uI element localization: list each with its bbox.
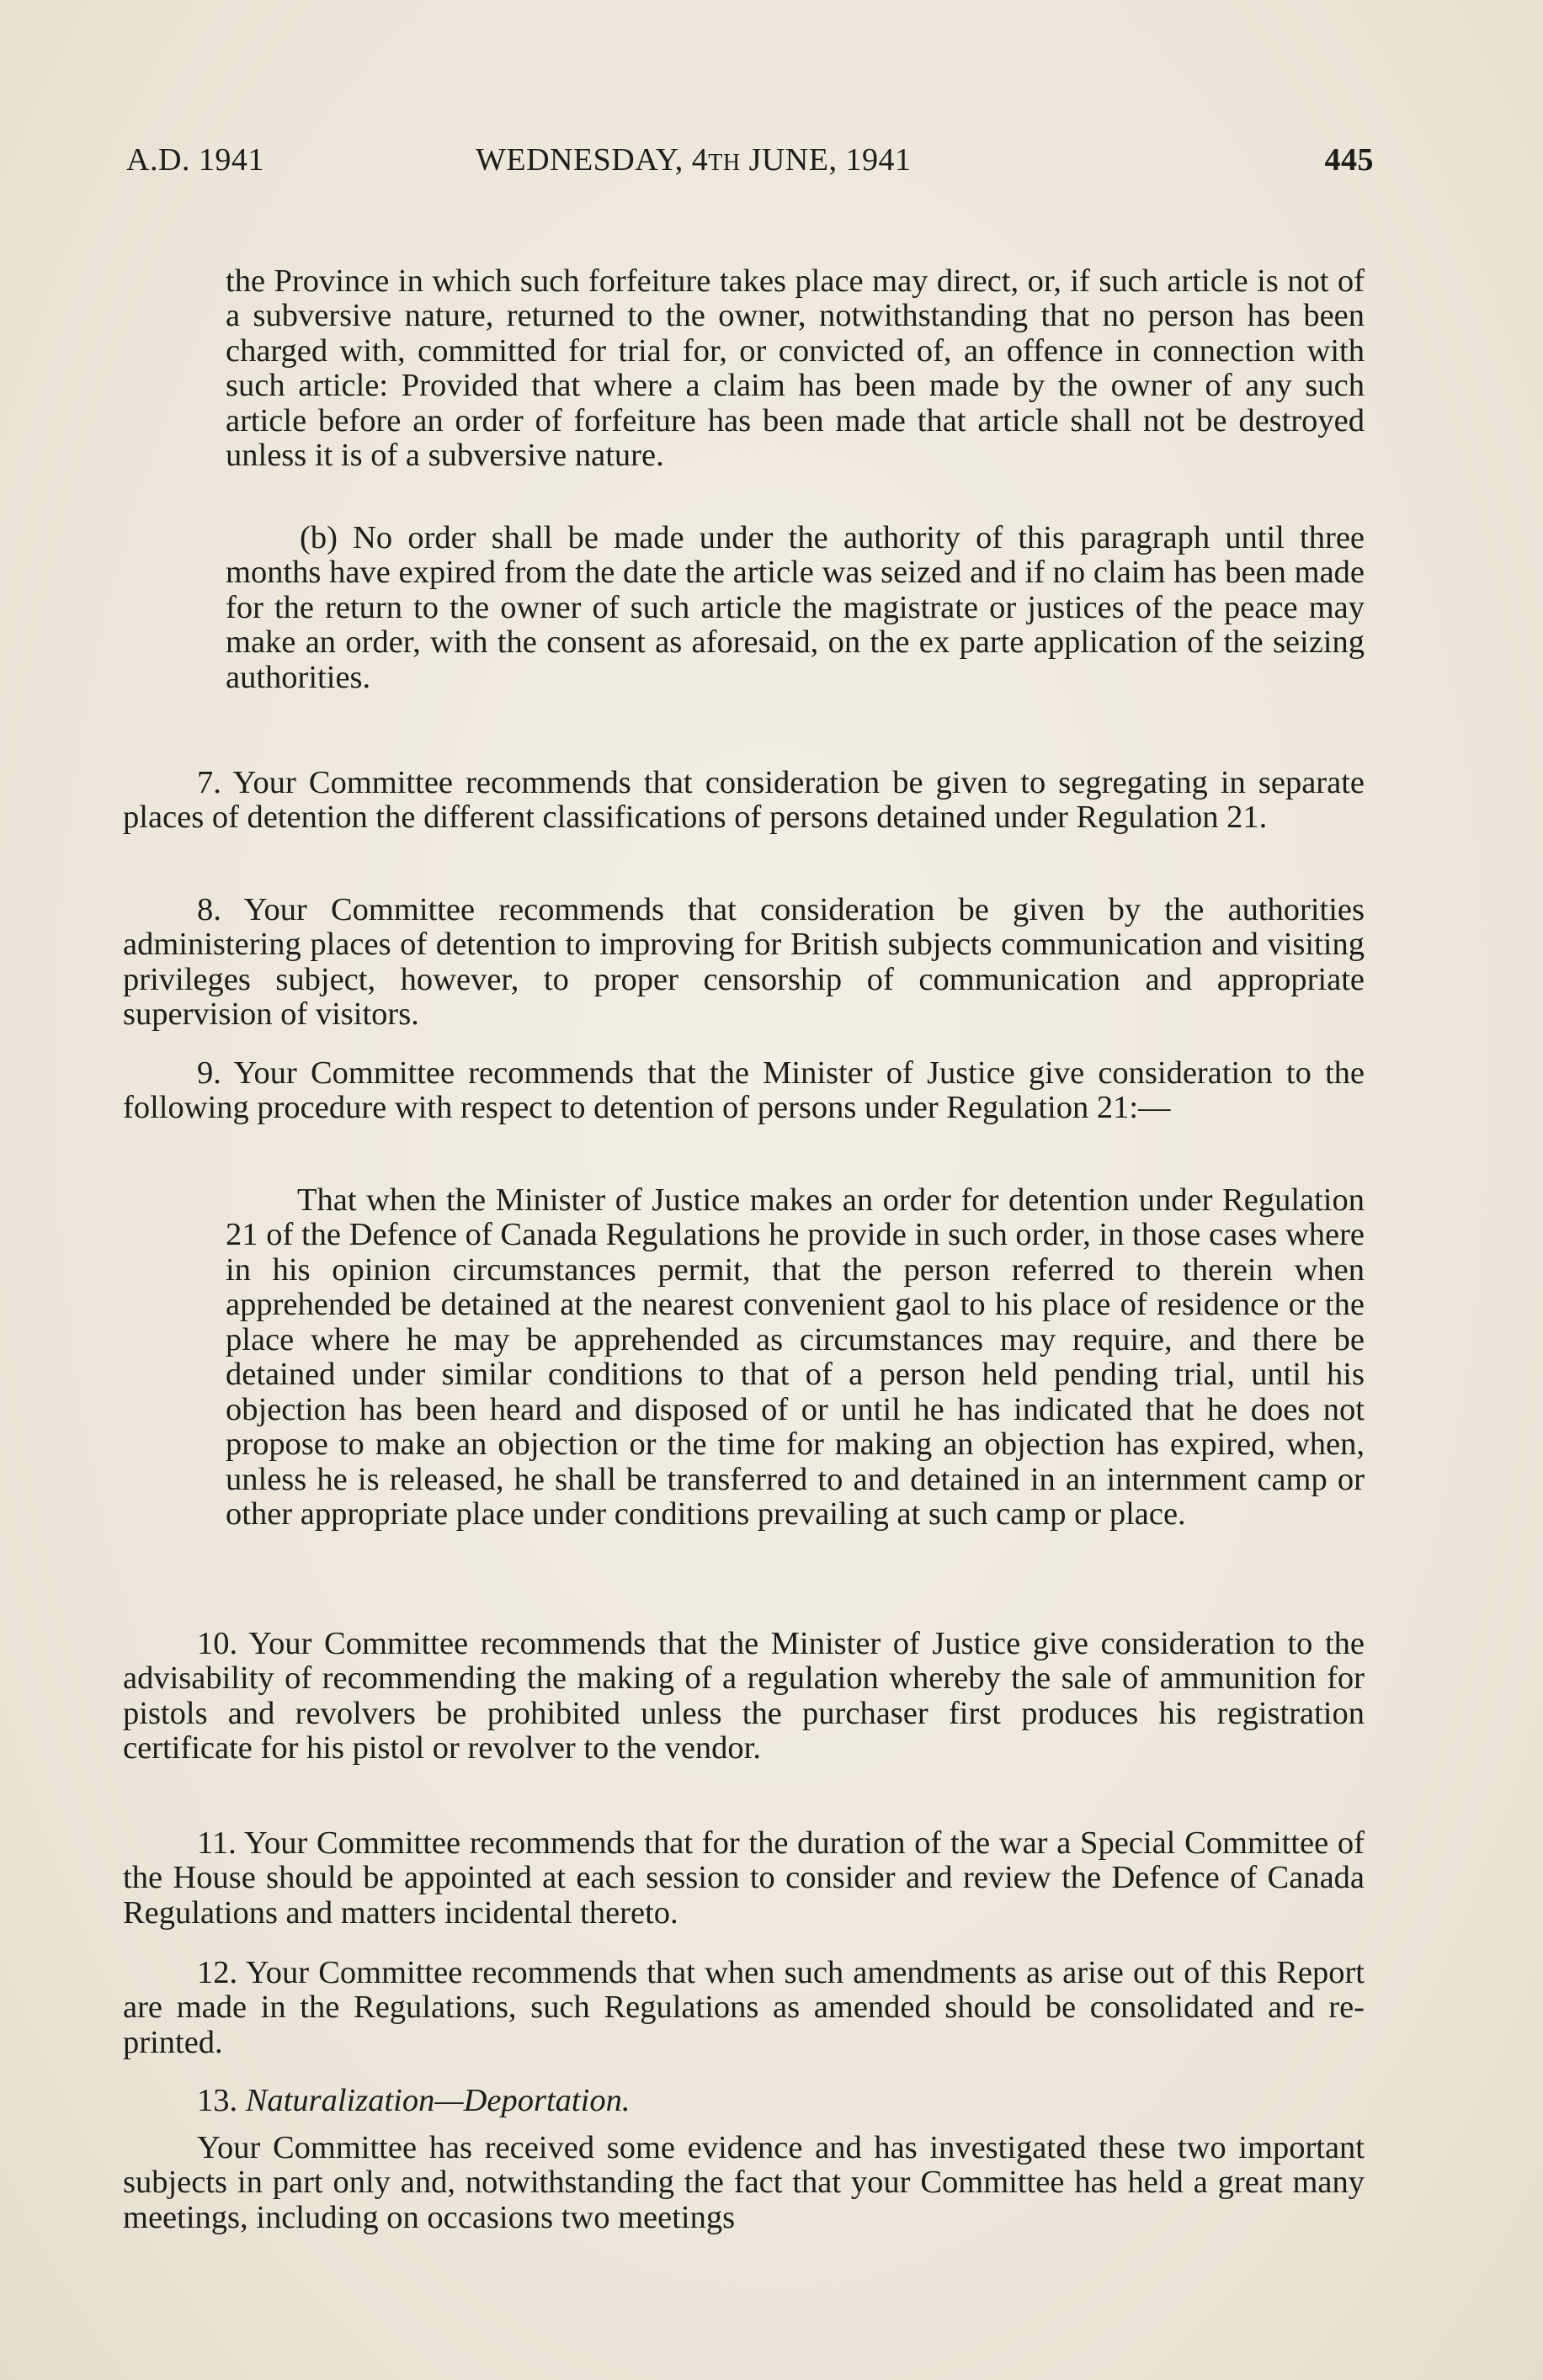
paragraph-9: 9. Your Committee recommends that the Minister of Justice give consideration to the following procedure with respect to detention of persons under Regulation 21:—	[123, 1055, 1365, 1125]
header-date-suffix: JUNE, 1941	[740, 142, 912, 178]
page-header	[126, 141, 1374, 183]
header-date-ordinal: TH	[708, 150, 741, 176]
paragraph-12: 12. Your Committee recommends that when such amendments as arise out of this Report are made in the Regulations, such Regulations as amended should be consolidated and re-printed.	[123, 1954, 1365, 2060]
section-13-heading	[123, 2084, 1365, 2119]
paragraph-11: 11. Your Committee recommends that for the duration of the war a Special Committee of the House should be appointed at each session to consider and review the Defence of Canada Regulations and matters incidental thereto.	[123, 1825, 1365, 1931]
header-date	[476, 141, 911, 178]
paragraph-item-b: (b) No order shall be made under the authority of this paragraph until three months have expired from the date the article was seized and if no claim has been made for the return to the owner of such article the magistrate or justices of the peace may make an order, with the consent as aforesaid, on the ex parte application of the seizing authorities.	[226, 519, 1365, 695]
paragraph-continuation: the Province in which such forfeiture takes place may direct, or, if such article is not of a subversive nature, returned to the owner, notwithstanding that no person has been charged with, committed for trial for, or convicted of, an offence in connection with such article: Provided that where a claim has been made by the owner of any such article before an order of forfeiture has been made that article shall not be destroyed unless it is of a subversive nature.	[226, 263, 1365, 473]
header-date-prefix: WEDNESDAY, 4	[476, 142, 709, 178]
paragraph-10: 10. Your Committee recommends that the Minister of Justice give consideration to the advisability of recommending the making of a regulation whereby the sale of ammunition for pistols and revolvers be prohibited unless the purchaser first produces his registration certificate for his pistol or revolver to the vendor.	[123, 1625, 1365, 1766]
paragraph-9-procedure: That when the Minister of Justice makes an order for detention under Regulation 21 of the Defence of Canada Regulations he provide in such order, in those cases where in his opinion circumstances permit, that the person referred to therein when apprehended be detained at the nearest convenient gaol to his place of residence or the place where he may be apprehended as circumstances may require, and there be detained under similar conditions to that of a person held pending trial, until his objection has been heard and disposed of or until he has indicated that he does not propose to make an objection or the time for making an objection has expired, when, unless he is released, he shall be transferred to and detained in an internment camp or other appropriate place under conditions prevailing at such camp or place.	[226, 1182, 1365, 1532]
paragraph-8: 8. Your Committee recommends that consideration be given by the authorities administering places of detention to improving for British subjects communication and visiting privileges subject, however, to proper censorship of communication and appropriate supervision of visitors.	[123, 891, 1365, 1032]
header-year: A.D. 1941	[126, 142, 264, 178]
paragraph-7: 7. Your Committee recommends that consideration be given to segregating in separate places of detention the different classifications of persons detained under Regulation 21.	[123, 764, 1365, 835]
section-13-number: 13.	[197, 2082, 246, 2118]
page-number: 445	[1324, 142, 1374, 178]
paragraph-13-body: Your Committee has received some evidence and has investigated these two important subjects in part only and, notwithstanding the fact that your Committee has held a great many meetings, including on occasions two meetings	[123, 2129, 1365, 2235]
section-13-title: Naturalization—Deportation.	[245, 2082, 631, 2118]
